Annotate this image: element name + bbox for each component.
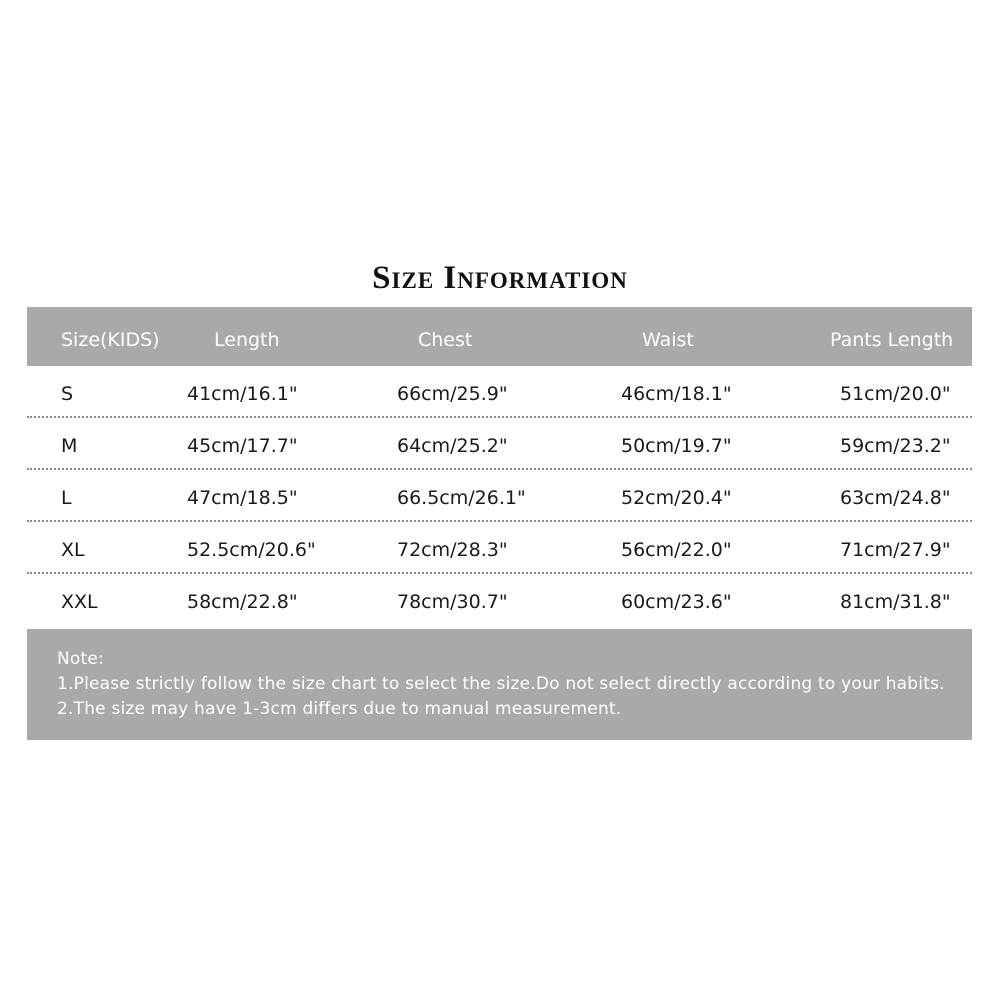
cell-length: 58cm/22.8"	[187, 591, 298, 613]
note-line-1: 1.Please strictly follow the size chart to select the size.Do not select directly according to your habits.	[57, 674, 945, 694]
cell-length: 41cm/16.1"	[187, 383, 298, 405]
table-row	[27, 418, 972, 470]
size-table	[27, 307, 972, 631]
note-line-2: 2.The size may have 1-3cm differs due to manual measurement.	[57, 699, 622, 719]
cell-pants-length: 81cm/31.8"	[840, 591, 951, 613]
cell-chest: 72cm/28.3"	[397, 539, 508, 561]
table-row	[27, 522, 972, 574]
cell-pants-length: 71cm/27.9"	[840, 539, 951, 561]
note-box	[27, 629, 972, 740]
table-row	[27, 574, 972, 631]
table-header-row	[27, 307, 972, 366]
cell-chest: 66.5cm/26.1"	[397, 487, 526, 509]
table-row	[27, 470, 972, 522]
cell-pants-length: 59cm/23.2"	[840, 435, 951, 457]
cell-size: XL	[61, 539, 85, 561]
note-heading: Note:	[57, 649, 104, 669]
cell-waist: 56cm/22.0"	[621, 539, 732, 561]
cell-waist: 50cm/19.7"	[621, 435, 732, 457]
cell-waist: 52cm/20.4"	[621, 487, 732, 509]
page-title: Size Information	[372, 260, 628, 296]
cell-chest: 66cm/25.9"	[397, 383, 508, 405]
cell-waist: 46cm/18.1"	[621, 383, 732, 405]
cell-chest: 64cm/25.2"	[397, 435, 508, 457]
header-size: Size(KIDS)	[61, 329, 160, 351]
cell-chest: 78cm/30.7"	[397, 591, 508, 613]
table-row	[27, 366, 972, 418]
cell-pants-length: 51cm/20.0"	[840, 383, 951, 405]
cell-size: M	[61, 435, 78, 457]
header-waist: Waist	[642, 329, 694, 351]
header-length: Length	[214, 329, 280, 351]
cell-length: 47cm/18.5"	[187, 487, 298, 509]
cell-pants-length: 63cm/24.8"	[840, 487, 951, 509]
header-chest: Chest	[418, 329, 473, 351]
cell-waist: 60cm/23.6"	[621, 591, 732, 613]
cell-length: 52.5cm/20.6"	[187, 539, 316, 561]
cell-length: 45cm/17.7"	[187, 435, 298, 457]
cell-size: L	[61, 487, 72, 509]
cell-size: S	[61, 383, 74, 405]
header-pants-length: Pants Length	[830, 329, 954, 351]
cell-size: XXL	[61, 591, 98, 613]
